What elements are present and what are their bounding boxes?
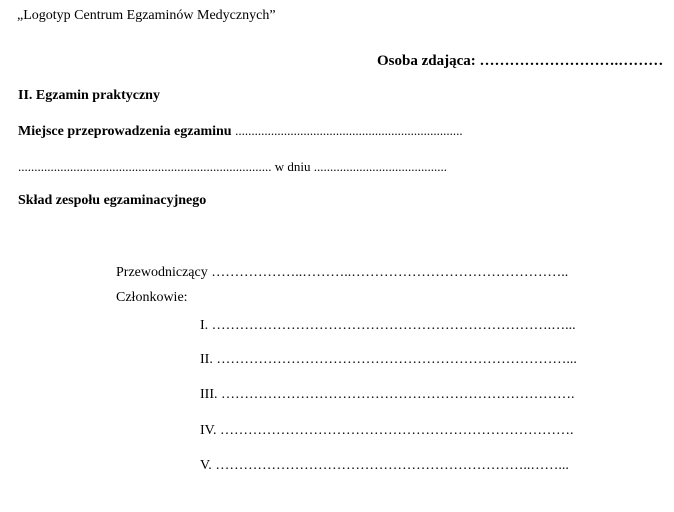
examinee-dots: ……………………….……… xyxy=(479,53,664,69)
member-line xyxy=(200,424,573,438)
date-line xyxy=(18,160,447,173)
member-numeral: IV. xyxy=(200,423,217,438)
member-dots: …………………………………………………………..……... xyxy=(215,458,569,473)
date-dots-before: .............................................................................. xyxy=(18,159,272,174)
location-label: Miejsce przeprowadzenia egzaminu xyxy=(18,124,232,139)
member-numeral: V. xyxy=(200,458,212,473)
logo-placeholder-text: „Logotyp Centrum Egzaminów Medycznych” xyxy=(17,8,276,23)
member-dots: ……………………………………………………………….…... xyxy=(211,318,576,333)
date-dots-after: ......................................... xyxy=(313,159,447,174)
member-line xyxy=(200,388,575,402)
section-title: II. Egzamin praktyczny xyxy=(18,88,160,103)
committee-title: Skład zespołu egzaminacyjnego xyxy=(18,193,207,208)
chair-dots: ………………..………..……………………………………….. xyxy=(211,265,569,280)
location-dots: ...................................................................... xyxy=(235,123,463,138)
member-dots: …………………………………………………………………. xyxy=(219,423,574,438)
chair-line xyxy=(116,266,568,280)
member-line xyxy=(200,459,569,473)
members-label: Członkowie: xyxy=(116,290,188,305)
member-line xyxy=(200,353,577,367)
examinee-label: Osoba zdająca: xyxy=(377,53,476,69)
member-line xyxy=(200,319,576,333)
member-dots: …………………………………………………………………... xyxy=(216,352,577,367)
member-numeral: III. xyxy=(200,387,218,402)
examinee-line xyxy=(377,54,663,69)
member-dots: …………………………………………………………………. xyxy=(221,387,575,402)
chair-label: Przewodniczący xyxy=(116,265,208,280)
member-numeral: II. xyxy=(200,352,213,367)
location-line xyxy=(18,124,463,139)
member-numeral: I. xyxy=(200,318,209,333)
date-connector: w dniu xyxy=(274,159,311,174)
